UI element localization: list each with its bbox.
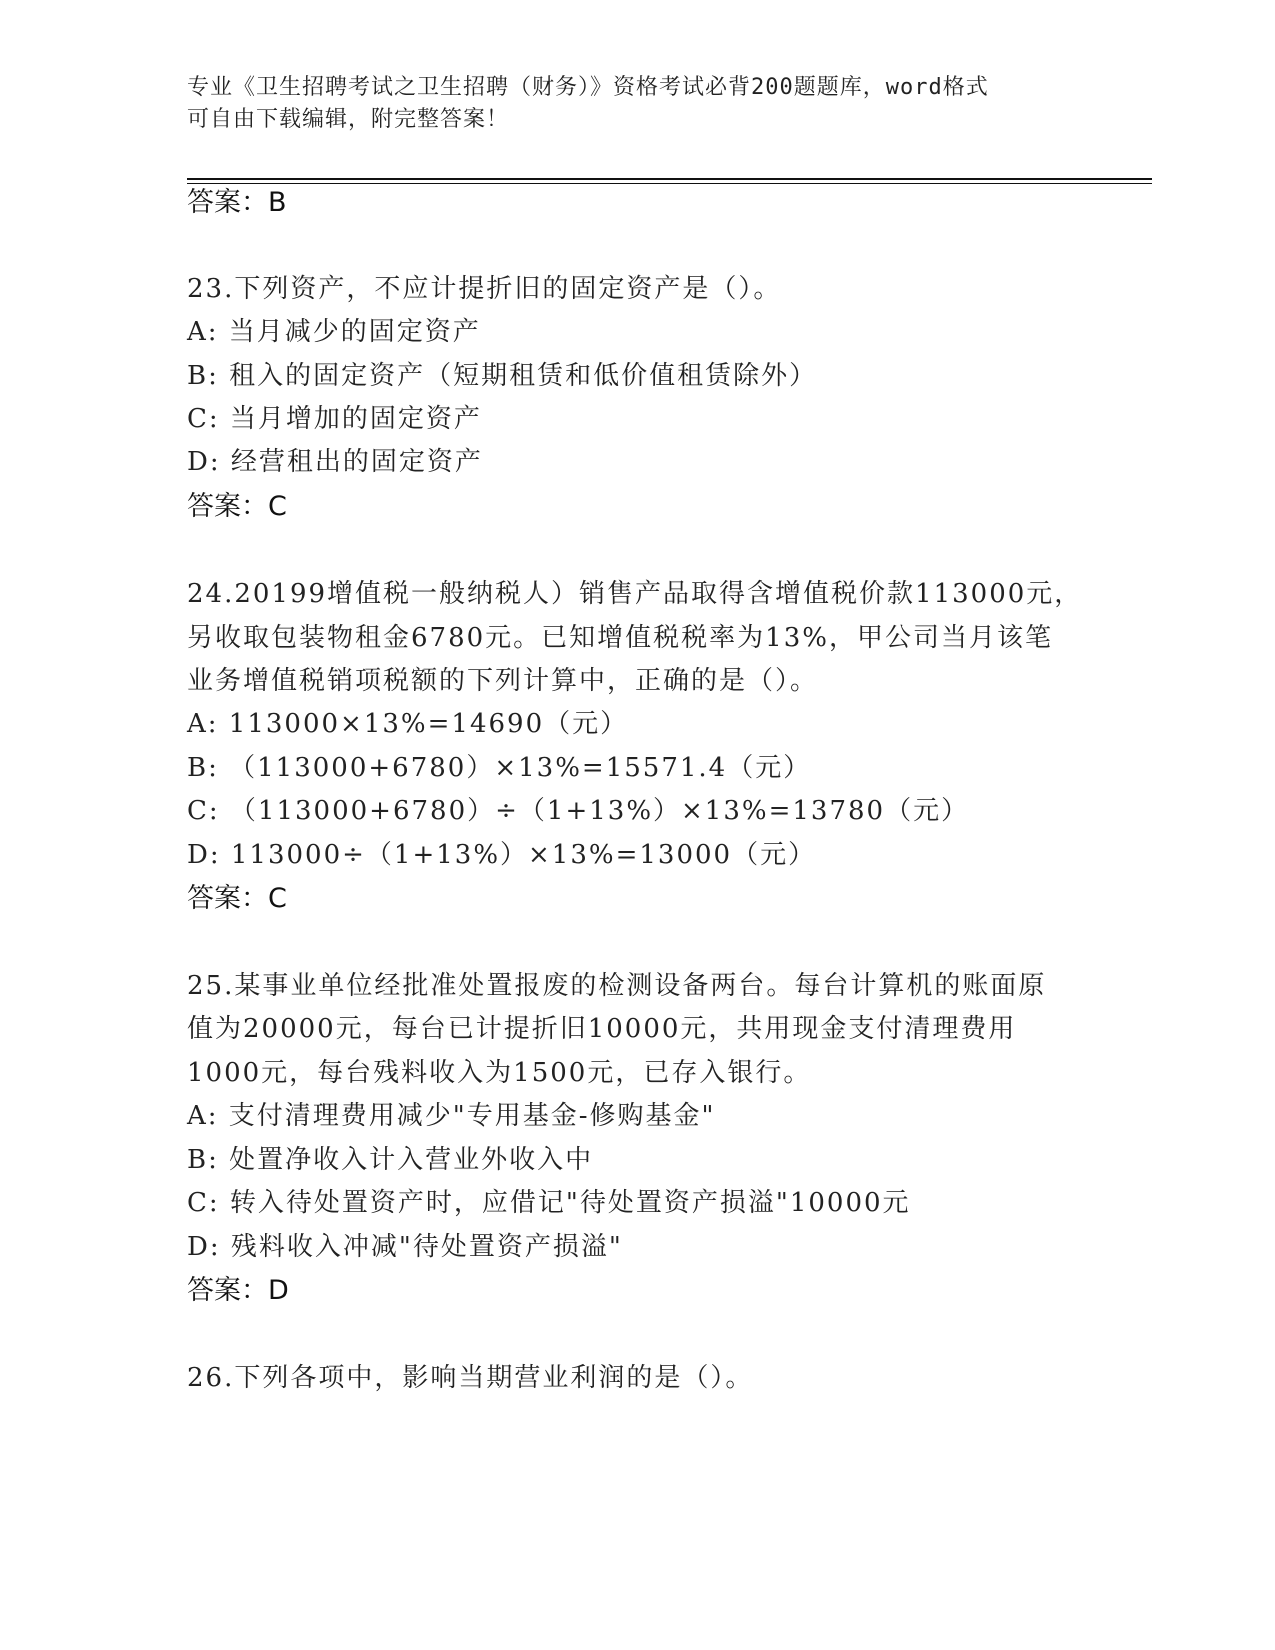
question-26-stem: 26.下列各项中，影响当期营业利润的是（）。 [187, 1363, 754, 1393]
document-header [187, 72, 1067, 136]
header-line-1: 专业《卫生招聘考试之卫生招聘（财务）》资格考试必背200题题库，word格式 [187, 75, 989, 100]
question-25-option-c: C: 转入待处置资产时，应借记"待处置资产损溢"10000元 [187, 1188, 911, 1218]
answer-22: 答案：B [187, 187, 287, 218]
question-25-answer: 答案：D [187, 1275, 289, 1306]
question-25-stem-line-3: 1000元，每台残料收入为1500元，已存入银行。 [187, 1058, 812, 1088]
question-23-option-d: D: 经营租出的固定资产 [187, 447, 483, 477]
question-23-answer: 答案：C [187, 491, 287, 522]
question-23-stem: 23.下列资产，不应计提折旧的固定资产是（）。 [187, 274, 782, 304]
question-25-stem-line-2: 值为20000元，每台已计提折旧10000元，共用现金支付清理费用 [187, 1014, 1017, 1044]
question-24-stem-line-3: 业务增值税销项税额的下列计算中，正确的是（）。 [187, 666, 819, 696]
question-23-option-a: A: 当月减少的固定资产 [187, 317, 481, 347]
question-24-option-c: C: （113000+6780）÷（1+13%）×13%=13780（元） [187, 796, 970, 826]
question-24-answer: 答案：C [187, 883, 287, 914]
question-25-stem-line-1: 25.某事业单位经批准处置报废的检测设备两台。每台计算机的账面原 [187, 971, 1047, 1001]
question-24-stem-line-1: 24.20199增值税一般纳税人）销售产品取得含增值税价款113000元， [187, 579, 1083, 609]
header-line-2: 可自由下载编辑，附完整答案！ [187, 107, 510, 132]
question-25-option-d: D: 残料收入冲减"待处置资产损溢" [187, 1232, 623, 1262]
question-24-option-b: B: （113000+6780）×13%=15571.4（元） [187, 753, 812, 783]
question-23-option-b: B: 租入的固定资产（短期租赁和低价值租赁除外） [187, 361, 818, 391]
question-25-option-a: A: 支付清理费用减少"专用基金-修购基金" [187, 1101, 716, 1131]
question-23-option-c: C: 当月增加的固定资产 [187, 404, 482, 434]
question-24-option-d: D: 113000÷（1+13%）×13%=13000（元） [187, 840, 817, 870]
header-divider-thin [187, 183, 1152, 184]
question-24-stem-line-2: 另收取包装物租金6780元。已知增值税税率为13%，甲公司当月该笔 [187, 623, 1053, 653]
header-divider-thick [187, 178, 1152, 180]
question-24-option-a: A: 113000×13%=14690（元） [187, 709, 629, 739]
question-25-option-b: B: 处置净收入计入营业外收入中 [187, 1145, 594, 1175]
